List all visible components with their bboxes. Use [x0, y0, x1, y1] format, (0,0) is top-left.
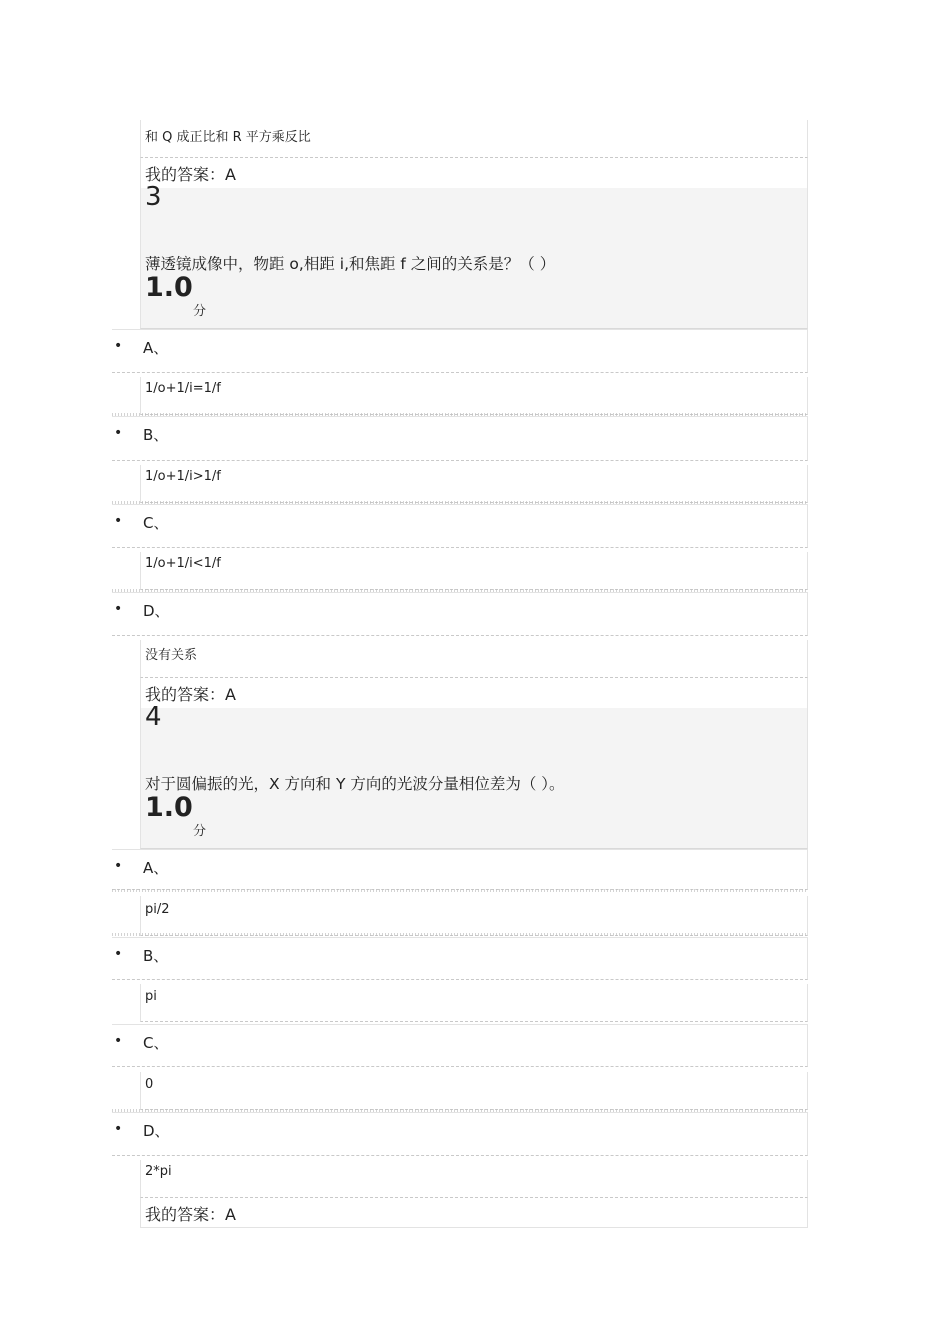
option-letter: D、: [143, 1122, 170, 1140]
my-answer-q2: 我的答案：A: [140, 158, 808, 188]
bullet-icon: •: [114, 338, 123, 354]
question-score-unit: 分: [193, 824, 207, 839]
bullet-icon: •: [114, 425, 123, 441]
option-text-q4-c: 0: [140, 1072, 808, 1110]
question-score-unit: 分: [193, 304, 207, 319]
option-row-q3-b[interactable]: [112, 416, 808, 461]
question-number: 3: [145, 182, 162, 212]
option-text-q4-b: pi: [140, 984, 808, 1022]
my-answer-q3: 我的答案：A: [140, 678, 808, 708]
option-row-q4-b[interactable]: [112, 937, 808, 980]
bullet-icon: •: [114, 601, 123, 617]
option-text-prev: [140, 120, 808, 158]
question-number: 4: [145, 702, 162, 732]
option-letter: B、: [143, 947, 169, 965]
option-letter: C、: [143, 514, 169, 532]
divider: [112, 889, 808, 892]
question-score: 1.0: [145, 272, 193, 303]
option-text-q3-a: 1/o+1/i=1/f: [140, 377, 808, 415]
option-row-q3-a[interactable]: [112, 329, 808, 373]
option-letter: C、: [143, 1034, 169, 1052]
option-row-q4-a[interactable]: [112, 849, 808, 890]
question-4-header: [140, 702, 808, 849]
option-letter: B、: [143, 426, 169, 444]
option-text-q4-d: 2*pi: [140, 1160, 808, 1198]
option-row-q3-d[interactable]: [112, 592, 808, 636]
option-text-q3-d: 没有关系: [140, 640, 808, 678]
option-text-label: 和 Q 成正比和 R 平方乘反比: [145, 130, 311, 145]
option-row-q4-c[interactable]: [112, 1024, 808, 1067]
question-text: 对于圆偏振的光，X 方向和 Y 方向的光波分量相位差为（ ）。: [145, 775, 565, 793]
bullet-icon: •: [114, 1121, 123, 1137]
option-text-q4-a: pi/2: [140, 896, 808, 936]
my-answer-q4: 我的答案：A: [140, 1198, 808, 1228]
bullet-icon: •: [114, 858, 123, 874]
question-3-header: [140, 182, 808, 329]
option-letter: A、: [143, 339, 169, 357]
question-score: 1.0: [145, 792, 193, 823]
divider: [112, 933, 808, 936]
option-row-q3-c[interactable]: [112, 504, 808, 548]
bullet-icon: •: [114, 513, 123, 529]
option-row-q4-d[interactable]: [112, 1112, 808, 1156]
question-text: 薄透镜成像中，物距 o,相距 i,和焦距 f 之间的关系是？（ ）: [145, 255, 556, 273]
bullet-icon: •: [114, 1033, 123, 1049]
option-letter: D、: [143, 602, 170, 620]
option-letter: A、: [143, 859, 169, 877]
option-text-q3-b: 1/o+1/i>1/f: [140, 465, 808, 503]
bullet-icon: •: [114, 946, 123, 962]
option-text-q3-c: 1/o+1/i<1/f: [140, 552, 808, 590]
